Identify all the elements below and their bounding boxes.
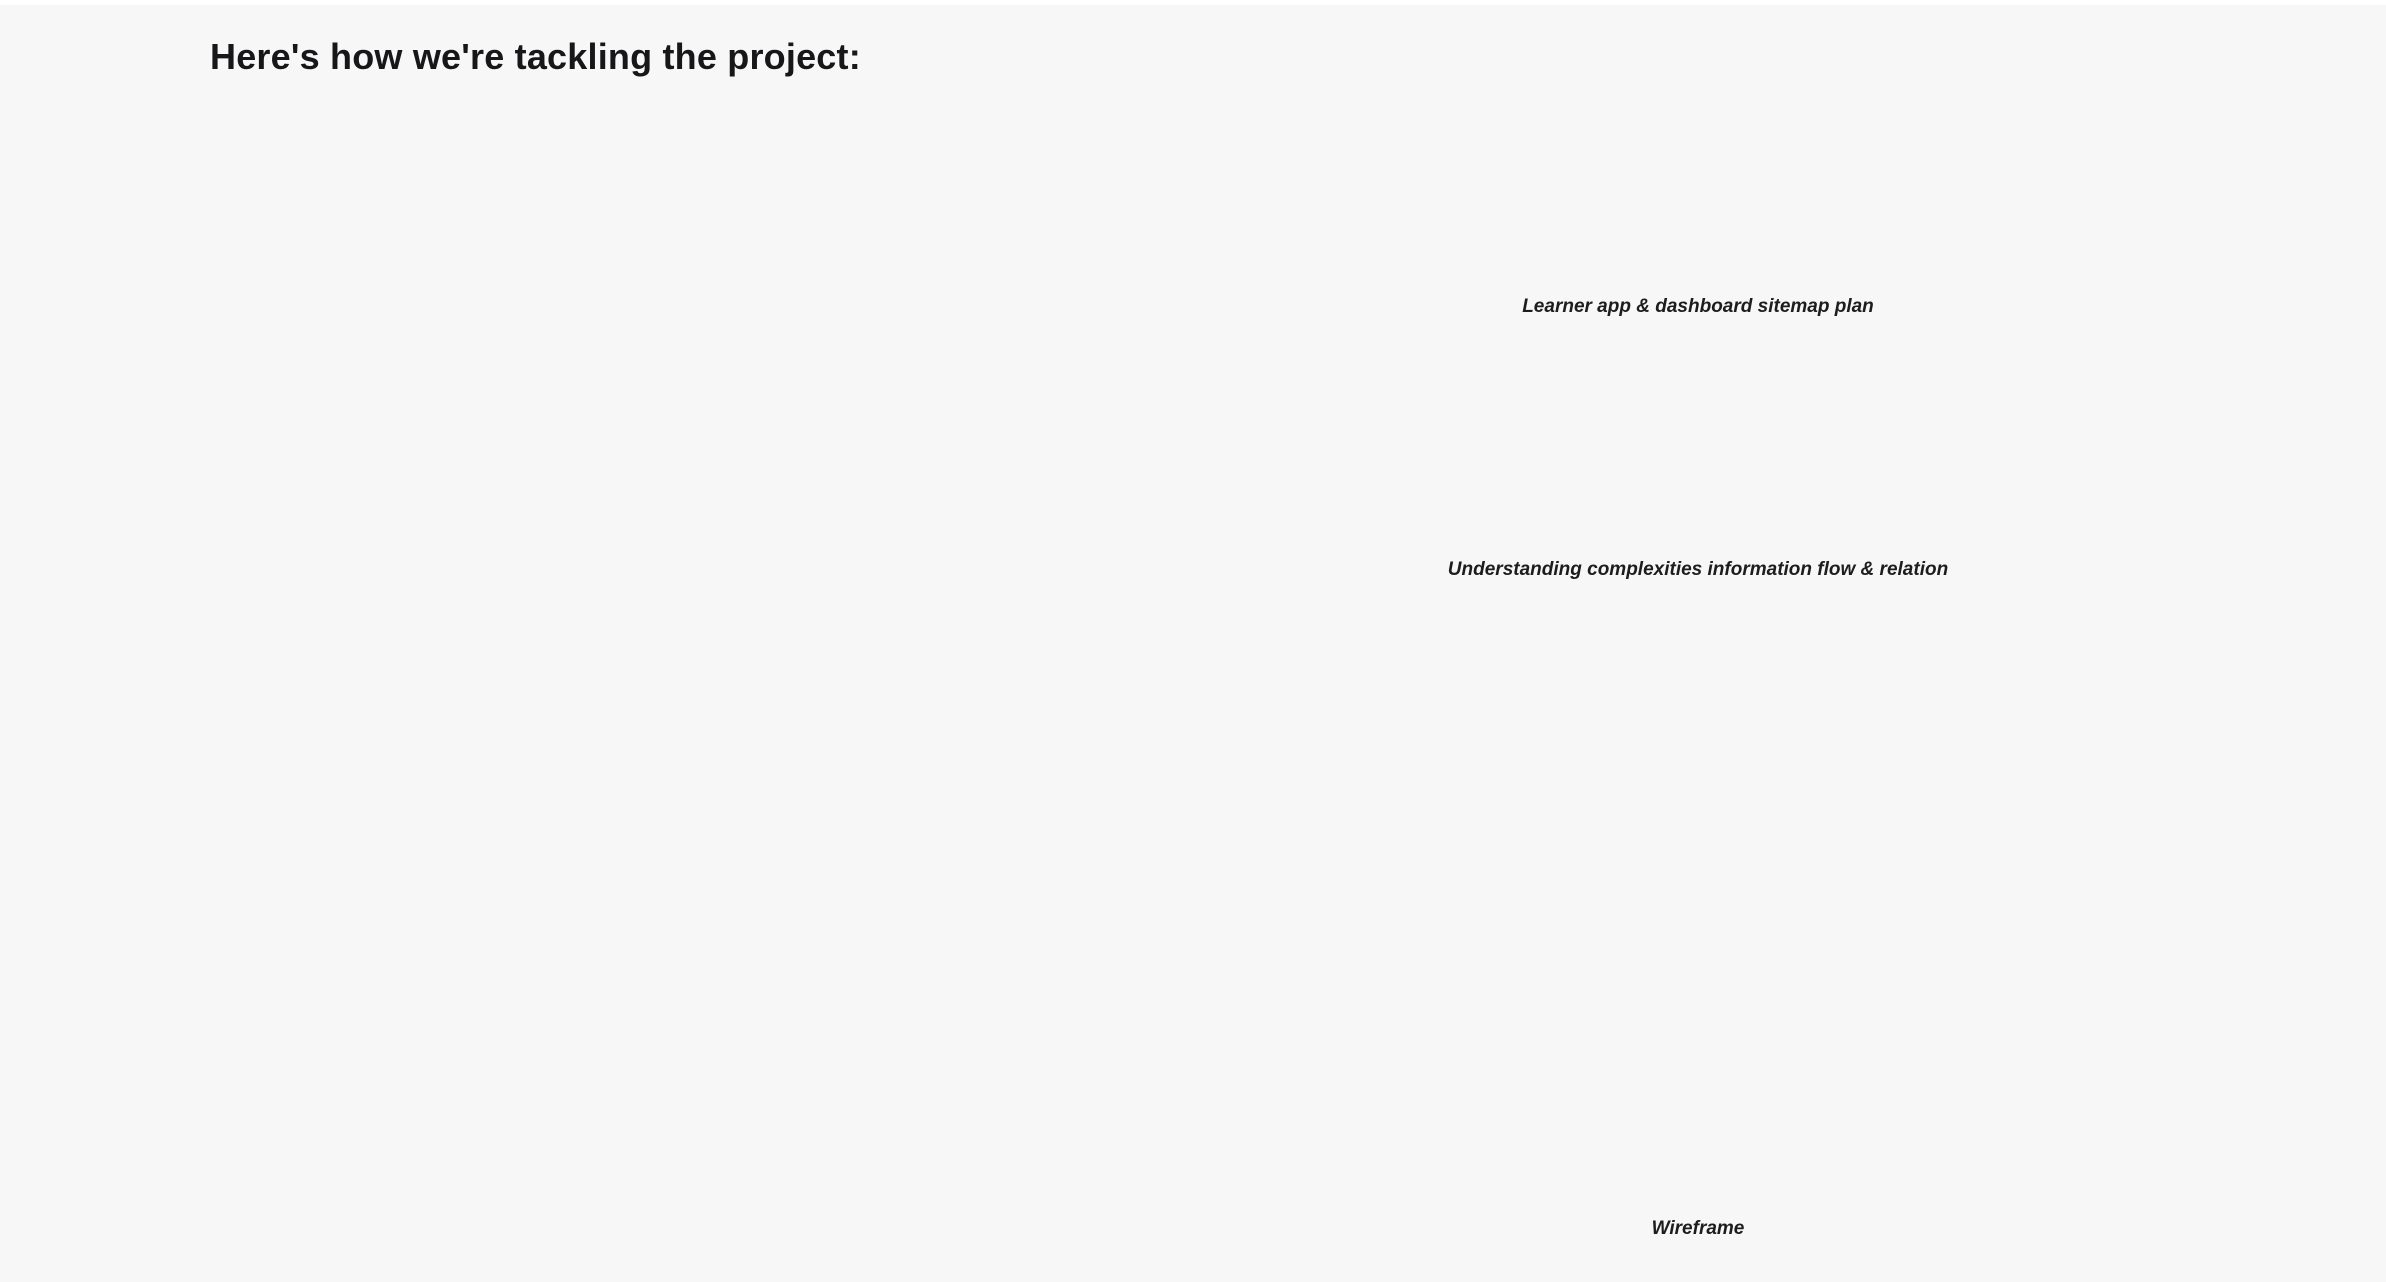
top-strip (0, 0, 2386, 5)
figure-caption-flow: Understanding complexities information flow & relation (1447, 559, 1949, 580)
page-title: Here's how we're tackling the project: (210, 36, 861, 77)
figure-caption-wireframe: Wireframe (1651, 1218, 1745, 1239)
figure-caption-sitemap: Learner app & dashboard sitemap plan (1522, 296, 1874, 317)
